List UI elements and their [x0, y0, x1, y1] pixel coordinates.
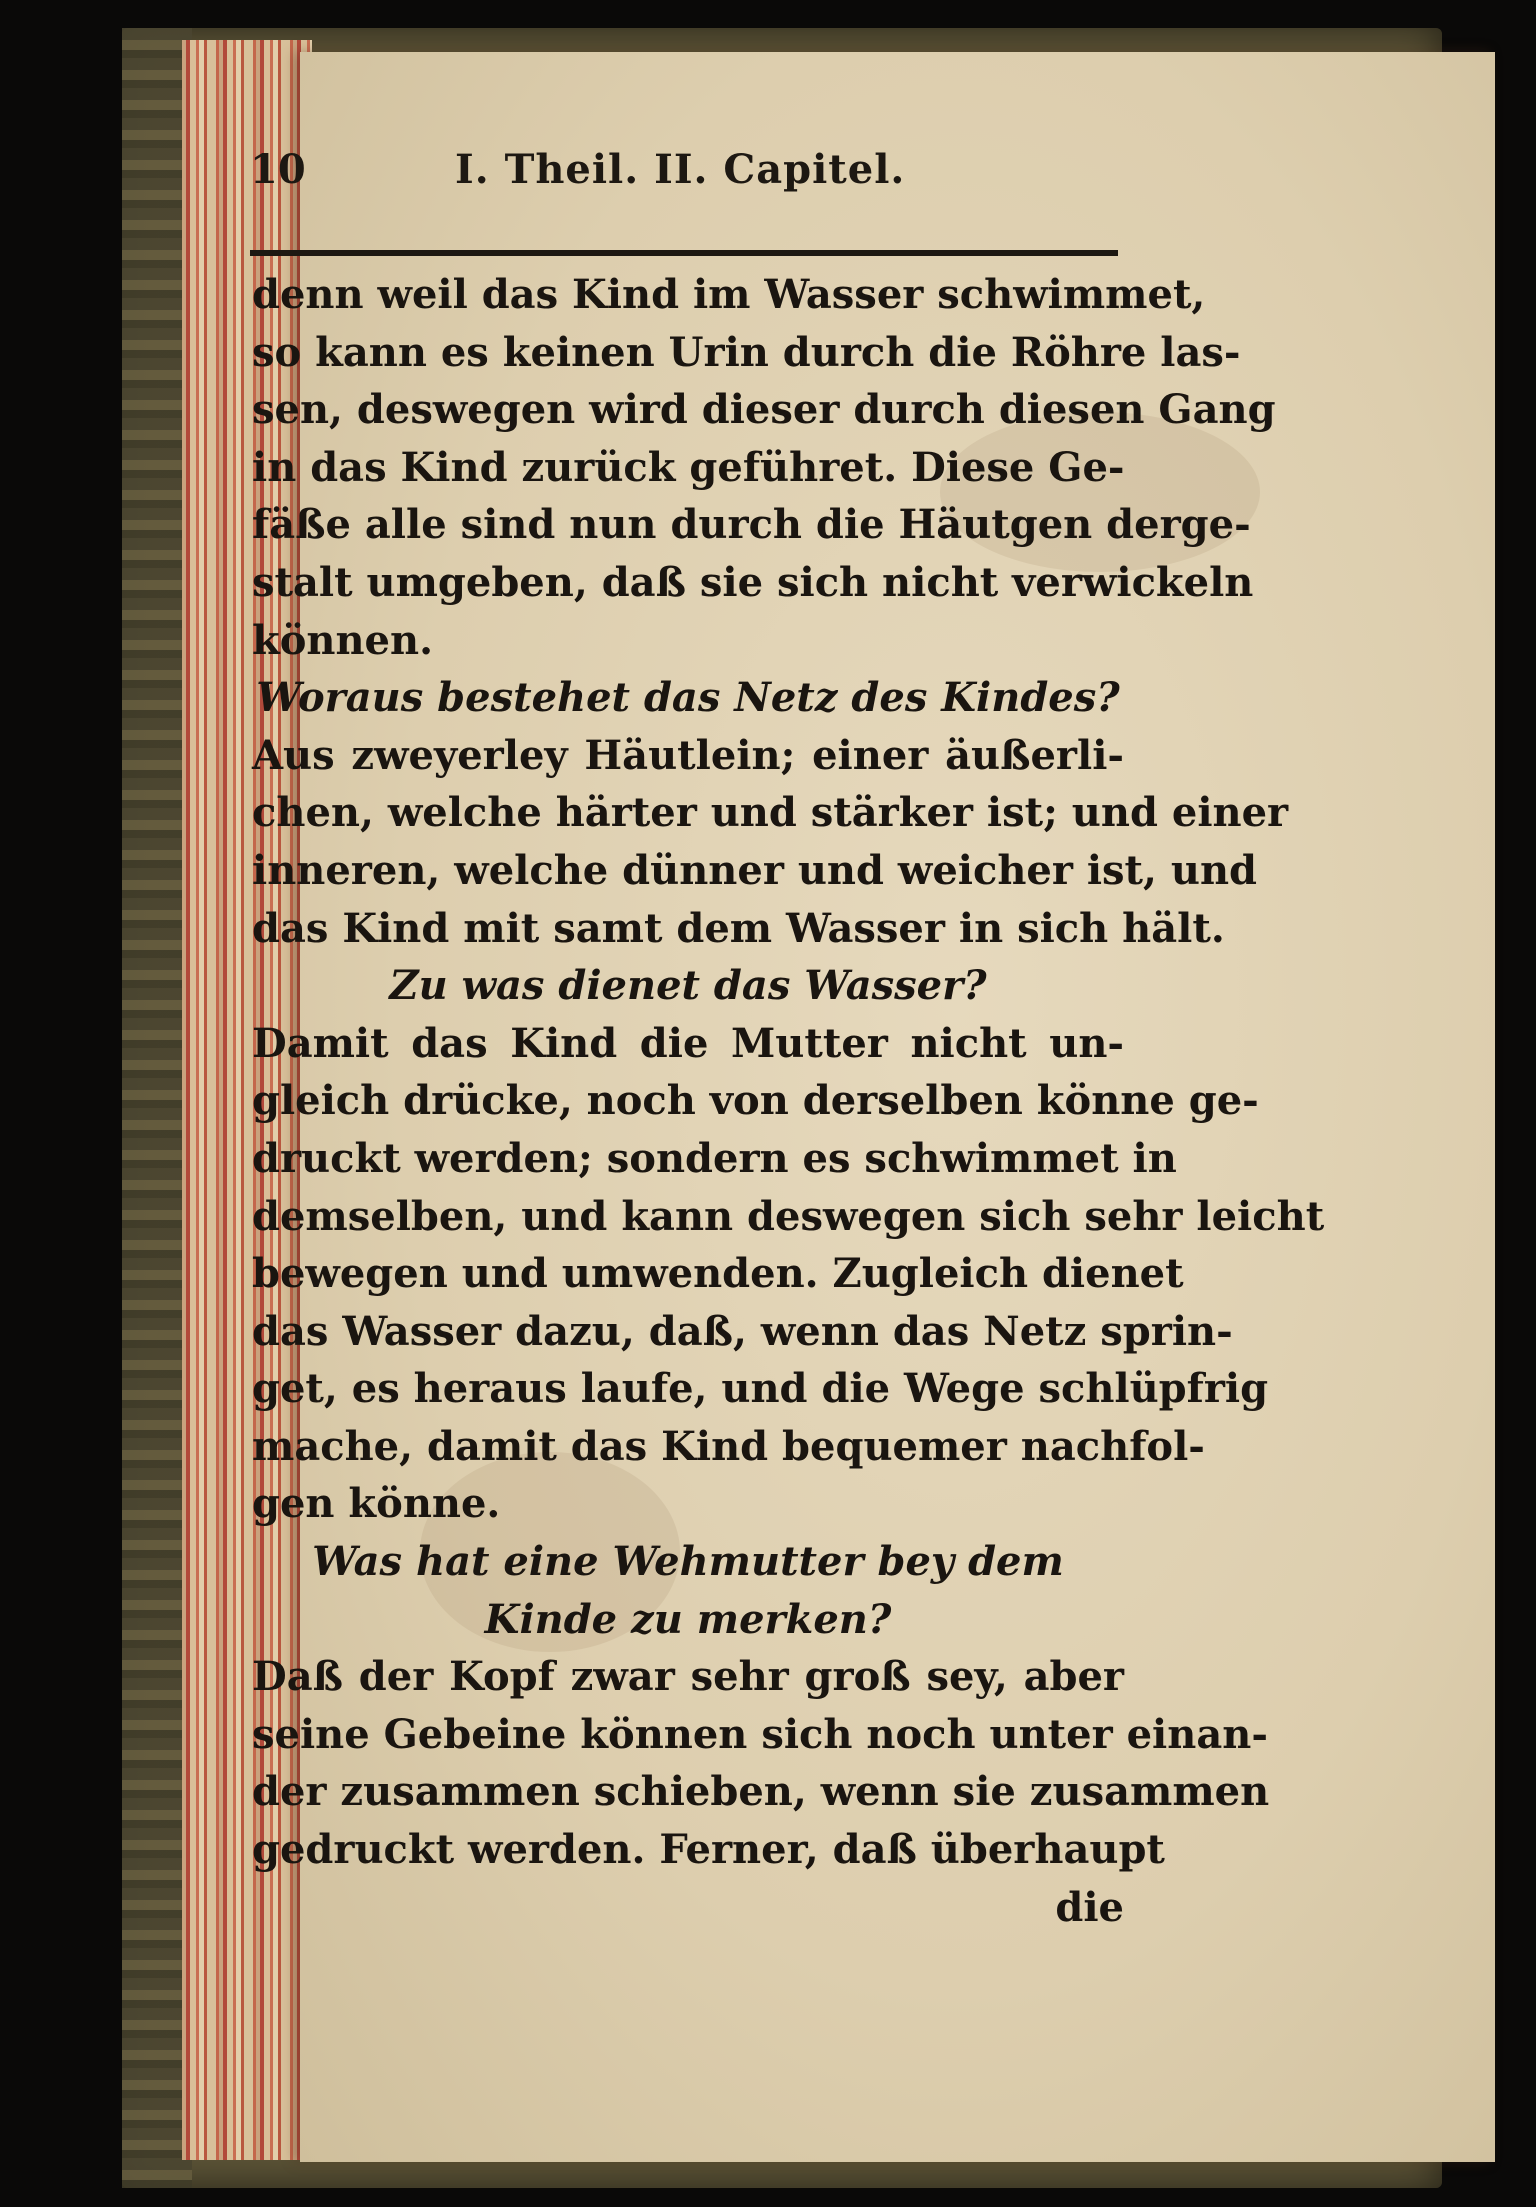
question-heading: Woraus bestehet das Netz des Kindes? — [256, 674, 1120, 722]
body-text — [252, 266, 1325, 1936]
text-line: Daß der Kopf zwar sehr groß sey, aber — [252, 1653, 1124, 1701]
running-title: I. Theil. II. Capitel. — [455, 146, 906, 193]
text-line: druckt werden; sondern es schwimmet in — [252, 1134, 1177, 1182]
question-heading: Kinde zu merken? — [484, 1595, 892, 1643]
text-line: Damit das Kind die Mutter nicht un- — [252, 1019, 1124, 1067]
text-line: get, es heraus laufe, und die Wege schlüpfrig — [252, 1365, 1269, 1413]
text-line: gen könne. — [252, 1480, 501, 1528]
header-rule — [250, 250, 1118, 256]
text-line: der zusammen schieben, wenn sie zusammen — [252, 1768, 1270, 1816]
text-line: denn weil das Kind im Wasser schwimmet, — [252, 271, 1206, 318]
text-line: so kann es keinen Urin durch die Röhre las- — [252, 328, 1241, 376]
page-header — [250, 130, 1020, 220]
text-line: demselben, und kann deswegen sich sehr leicht — [252, 1192, 1325, 1240]
catchword: die — [1055, 1883, 1124, 1931]
text-line: inneren, welche dünner und weicher ist, und — [252, 846, 1258, 894]
text-line: chen, welche härter und stärker ist; und einer — [252, 789, 1289, 837]
text-line: seine Gebeine können sich noch unter einan- — [252, 1710, 1268, 1758]
question-heading: Zu was dienet das Wasser? — [389, 962, 987, 1010]
text-line: können. — [252, 616, 434, 664]
text-line: Aus zweyerley Häutlein; einer äußerli- — [252, 731, 1124, 779]
text-line: stalt umgeben, daß sie sich nicht verwickeln — [252, 558, 1254, 606]
text-line: gleich drücke, noch von derselben könne ge- — [252, 1077, 1259, 1125]
text-line: sen, deswegen wird dieser durch diesen Gang — [252, 386, 1276, 434]
question-heading: Was hat eine Wehmutter bey dem — [312, 1538, 1064, 1586]
text-line: das Wasser dazu, daß, wenn das Netz sprin- — [252, 1307, 1233, 1355]
text-line: fäße alle sind nun durch die Häutgen derge- — [252, 501, 1251, 549]
text-line: bewegen und umwenden. Zugleich dienet — [252, 1250, 1184, 1298]
page-number: 10 — [250, 146, 306, 193]
text-line: das Kind mit samt dem Wasser in sich hält. — [252, 904, 1225, 952]
text-line: gedruckt werden. Ferner, daß überhaupt — [252, 1826, 1165, 1874]
text-line: mache, damit das Kind bequemer nachfol- — [252, 1422, 1205, 1470]
text-line: in das Kind zurück geführet. Diese Ge- — [252, 443, 1125, 491]
